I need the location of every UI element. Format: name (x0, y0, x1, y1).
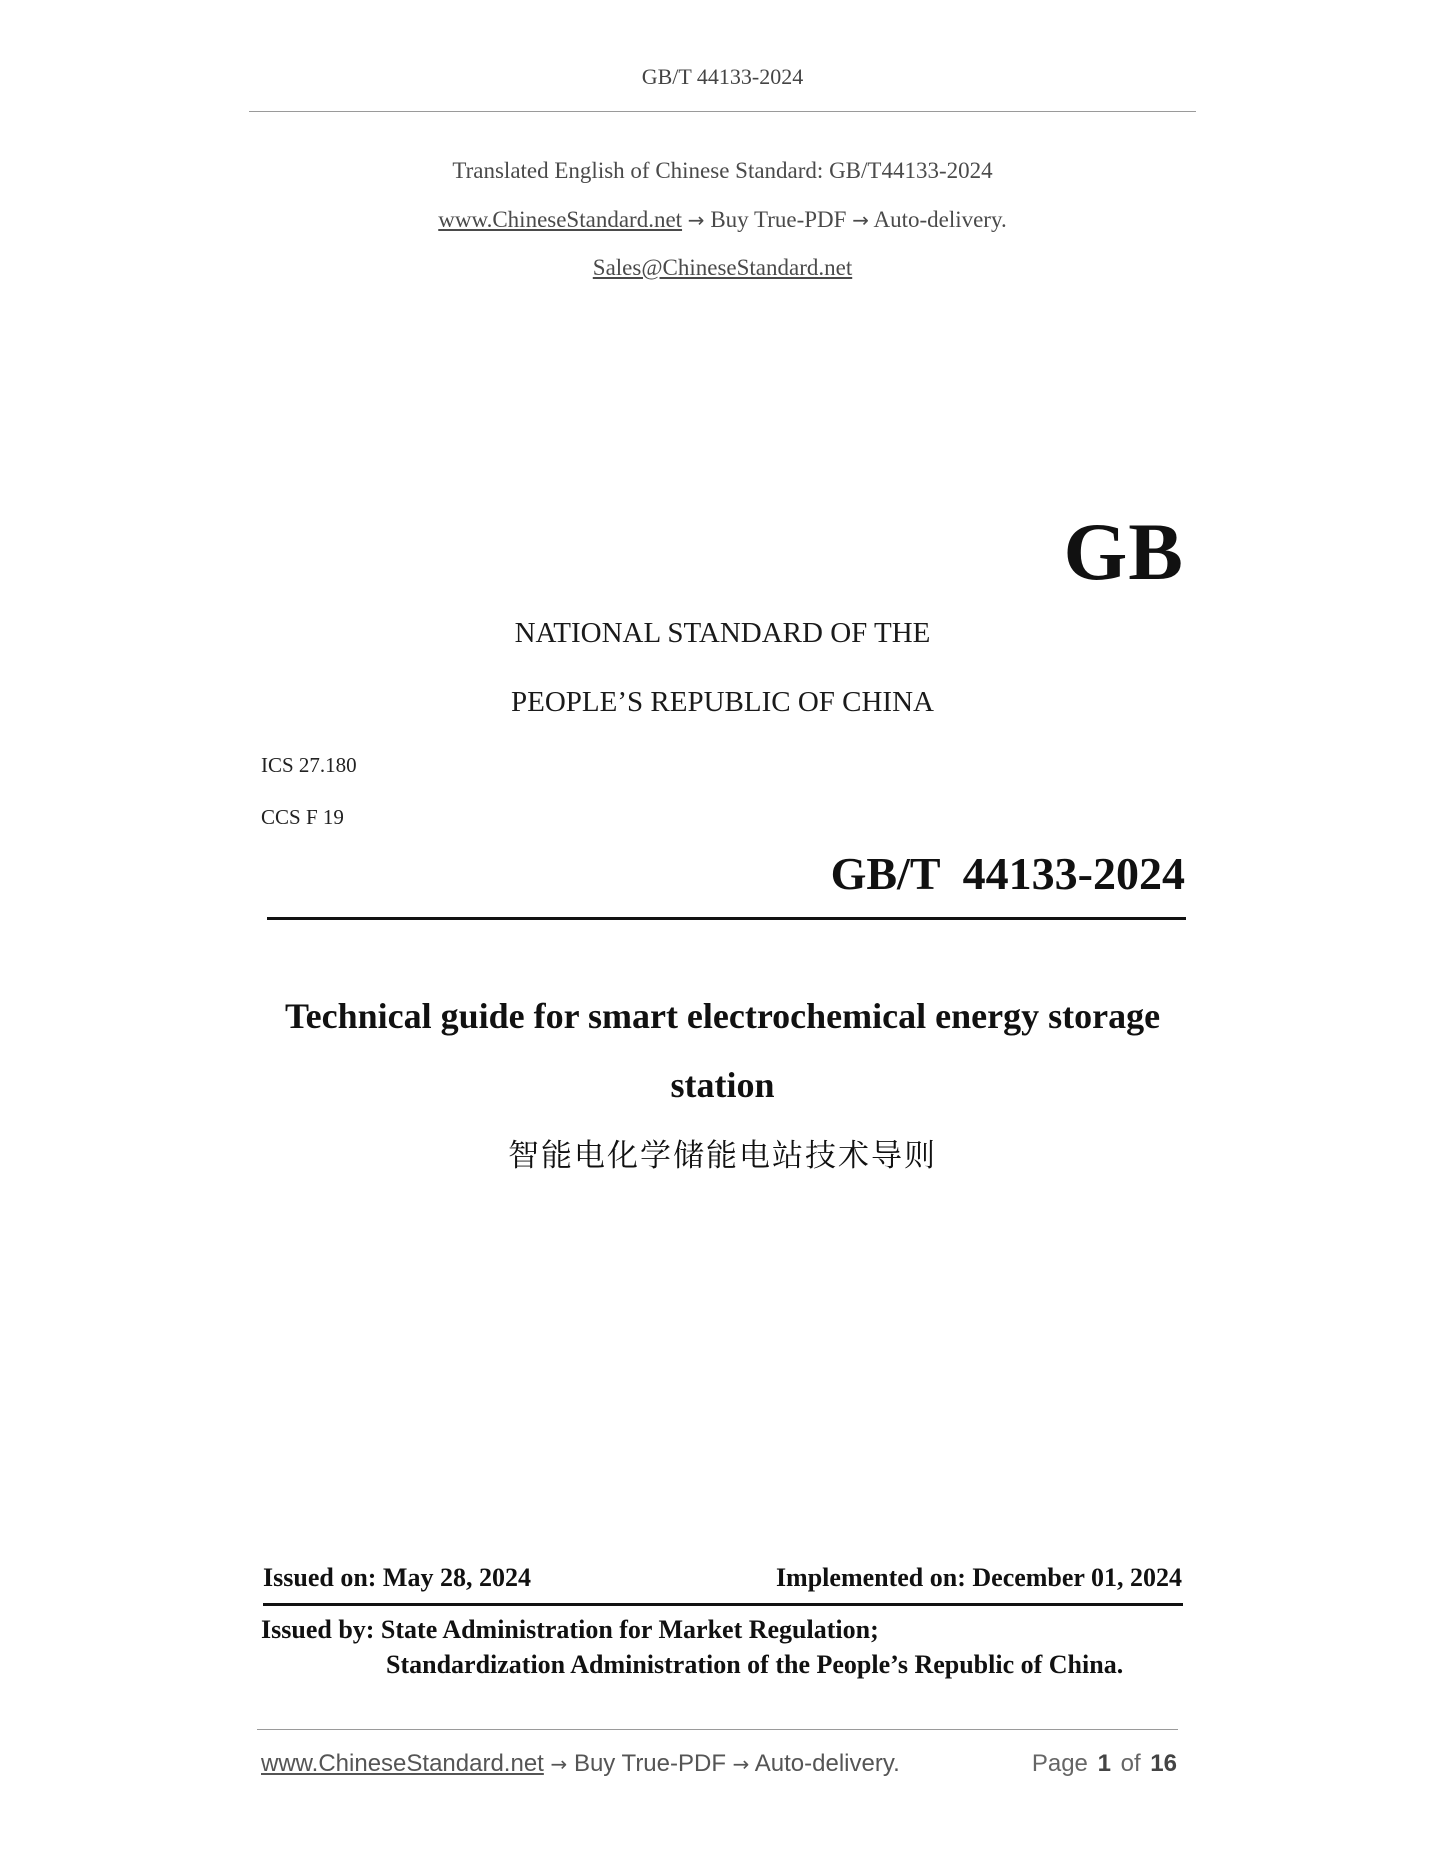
email-link[interactable]: Sales@ChineseStandard.net (592, 255, 853, 280)
footer-buy-text: Buy True-PDF (573, 1750, 726, 1777)
standard-number-rule (267, 917, 1186, 920)
of-label: of (1120, 1750, 1141, 1777)
standard-number: GB/T 44133-2024 (830, 848, 1185, 899)
page-current: 1 (1097, 1750, 1111, 1777)
page-label: Page (1031, 1750, 1088, 1777)
footer-site-link[interactable]: www.ChineseStandard.net (261, 1750, 544, 1777)
arrow-right-icon: → (550, 1752, 568, 1776)
national-standard-line2: PEOPLE’S REPUBLIC OF CHINA (511, 686, 934, 718)
footer-delivery-text: Auto-delivery. (754, 1750, 900, 1777)
arrow-right-icon: → (732, 1752, 750, 1776)
buy-text: Buy True-PDF (710, 207, 847, 232)
running-header: GB/T 44133-2024 (641, 64, 804, 89)
gb-mark: GB (1063, 506, 1184, 597)
site-link[interactable]: www.ChineseStandard.net (438, 207, 683, 232)
dates-rule (263, 1603, 1183, 1606)
translation-notice: Translated English of Chinese Standard: GB/T44133-2024 (452, 158, 993, 183)
arrow-right-icon: → (852, 208, 869, 232)
page-total: 16 (1150, 1750, 1177, 1777)
arrow-right-icon: → (687, 208, 705, 232)
email-line (0, 255, 1445, 281)
footer-divider (257, 1729, 1178, 1730)
issued-on-date: Issued on: May 28, 2024 (263, 1563, 531, 1592)
ccs-code: CCS F 19 (261, 805, 344, 829)
title-zh: 智能电化学储能电站技术导则 (508, 1138, 937, 1174)
purchase-line (0, 207, 1445, 233)
footer-purchase-line (261, 1750, 900, 1778)
title-en-line2: station (670, 1065, 775, 1105)
issued-by-line1: Issued by: State Administration for Market Regulation; (261, 1615, 879, 1644)
implemented-on-date: Implemented on: December 01, 2024 (775, 1563, 1182, 1592)
page-indicator (1032, 1750, 1177, 1778)
national-standard-line1: NATIONAL STANDARD OF THE (514, 617, 931, 649)
header-divider (249, 111, 1196, 112)
title-en-line1: Technical guide for smart electrochemical energy storage (284, 996, 1161, 1036)
ics-code: ICS 27.180 (261, 753, 357, 777)
issued-by-line2: Standardization Administration of the People’s Republic of China. (386, 1650, 1124, 1679)
delivery-text: Auto-delivery. (873, 207, 1007, 232)
